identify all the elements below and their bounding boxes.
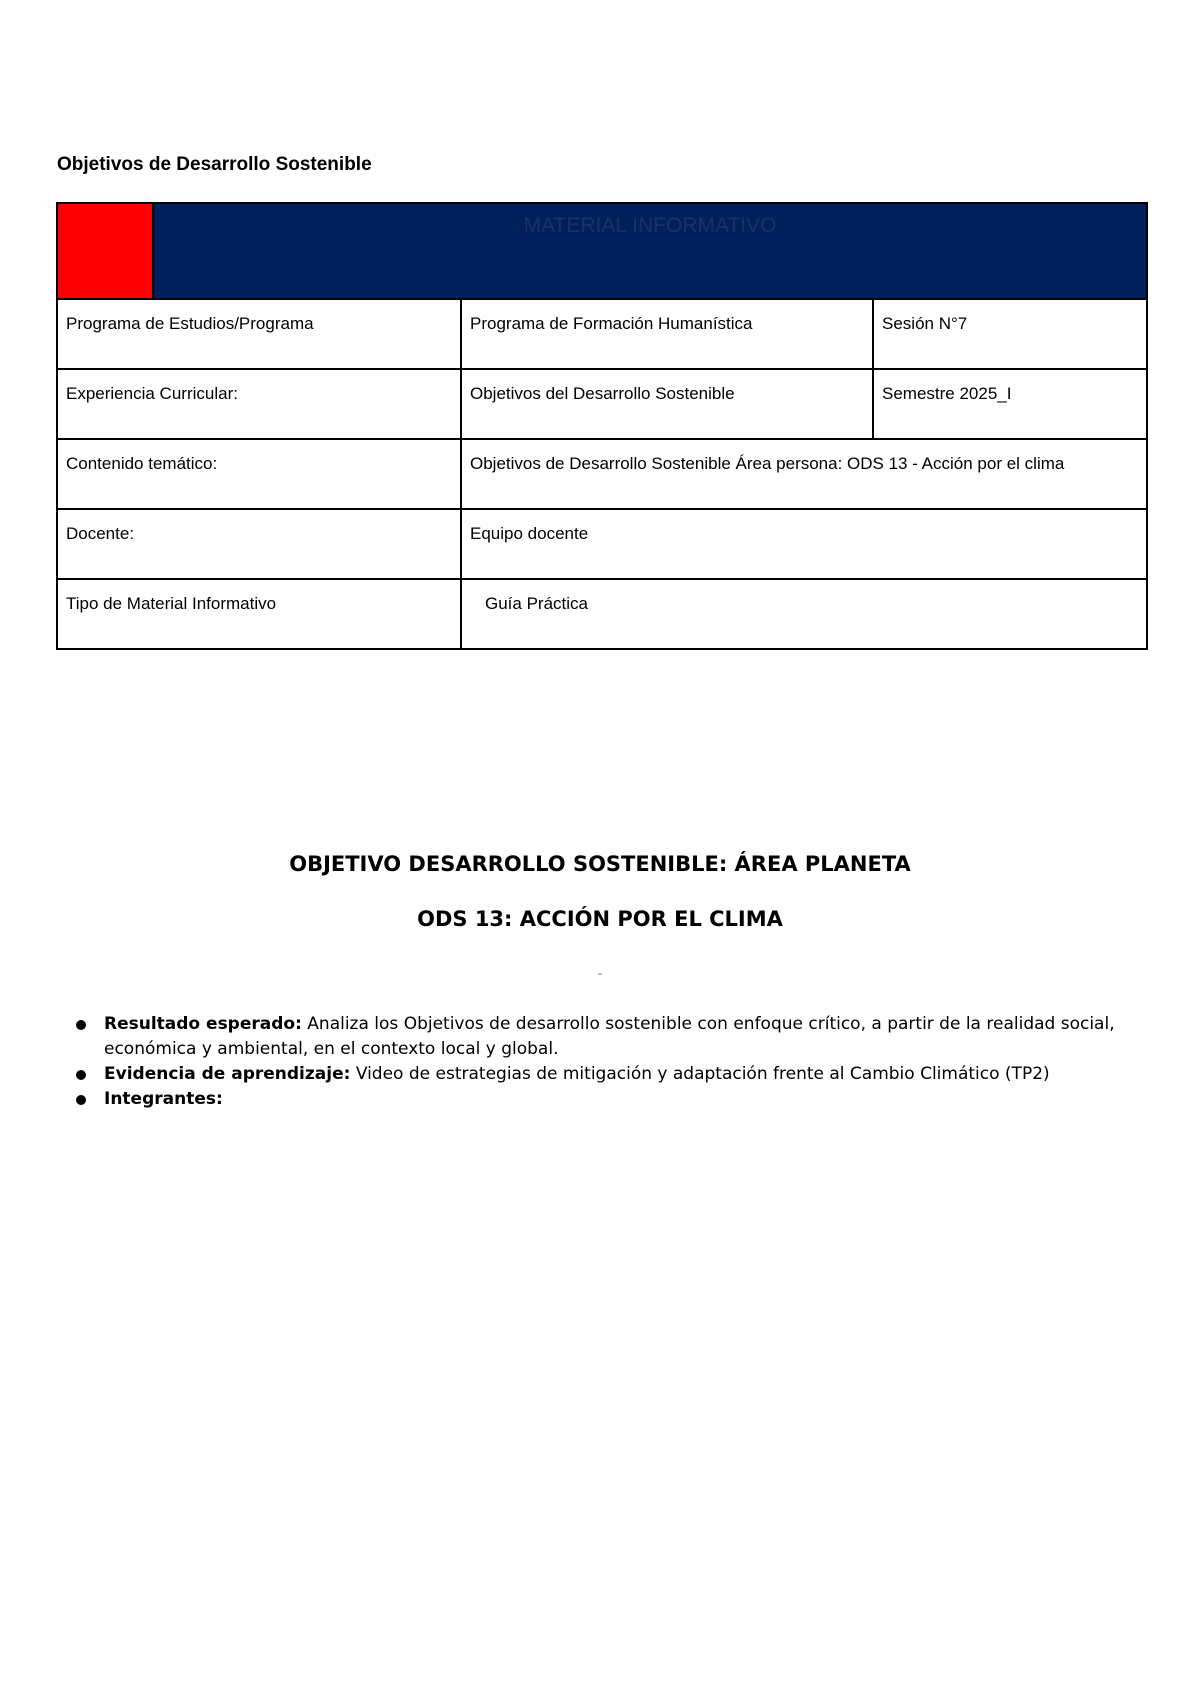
row-label: Docente: <box>57 509 461 579</box>
banner-cell <box>153 203 1147 299</box>
document-header: Objetivos de Desarrollo Sostenible <box>57 154 372 175</box>
row-value: Objetivos de Desarrollo Sostenible Área persona: ODS 13 - Acción por el clima <box>461 439 1147 509</box>
bullet-label: Evidencia de aprendizaje: <box>104 1064 351 1084</box>
table-row <box>57 299 1147 369</box>
banner-row <box>57 203 1147 299</box>
row-label: Experiencia Curricular: <box>57 369 461 439</box>
bullet-label: Resultado esperado: <box>104 1014 302 1034</box>
main-title: OBJETIVO DESARROLLO SOSTENIBLE: ÁREA PLANETA <box>289 852 911 876</box>
table-row <box>57 579 1147 649</box>
row-label: Programa de Estudios/Programa <box>57 299 461 369</box>
bullet-label: Integrantes: <box>104 1089 223 1109</box>
row-value: Objetivos del Desarrollo Sostenible <box>461 369 873 439</box>
list-item <box>74 1062 1154 1087</box>
bullet-text: Analiza los Objetivos de desarrollo sostenible con enfoque crítico, a partir de la realidad social, económica y ambiental, en el contexto local y global. <box>104 1014 1115 1059</box>
row-value: Equipo docente <box>461 509 1147 579</box>
row-extra: Sesión N°7 <box>873 299 1147 369</box>
red-logo-block <box>57 203 153 299</box>
row-extra: Semestre 2025_I <box>873 369 1147 439</box>
info-table <box>56 202 1148 650</box>
row-label: Contenido temático: <box>57 439 461 509</box>
table-row <box>57 439 1147 509</box>
main-subtitle: ODS 13: ACCIÓN POR EL CLIMA <box>417 907 783 931</box>
row-value: Programa de Formación Humanística <box>461 299 873 369</box>
banner-title: MATERIAL INFORMATIVO <box>523 214 777 237</box>
list-item <box>74 1087 1154 1112</box>
row-value-text: Guía Práctica <box>485 594 588 613</box>
row-value <box>461 579 1147 649</box>
separator: - <box>598 966 602 980</box>
bullet-list <box>74 1012 1154 1112</box>
row-label: Tipo de Material Informativo <box>57 579 461 649</box>
table-row <box>57 509 1147 579</box>
list-item <box>74 1012 1154 1062</box>
table-row <box>57 369 1147 439</box>
bullet-text: Video de estrategias de mitigación y adaptación frente al Cambio Climático (TP2) <box>350 1064 1050 1084</box>
